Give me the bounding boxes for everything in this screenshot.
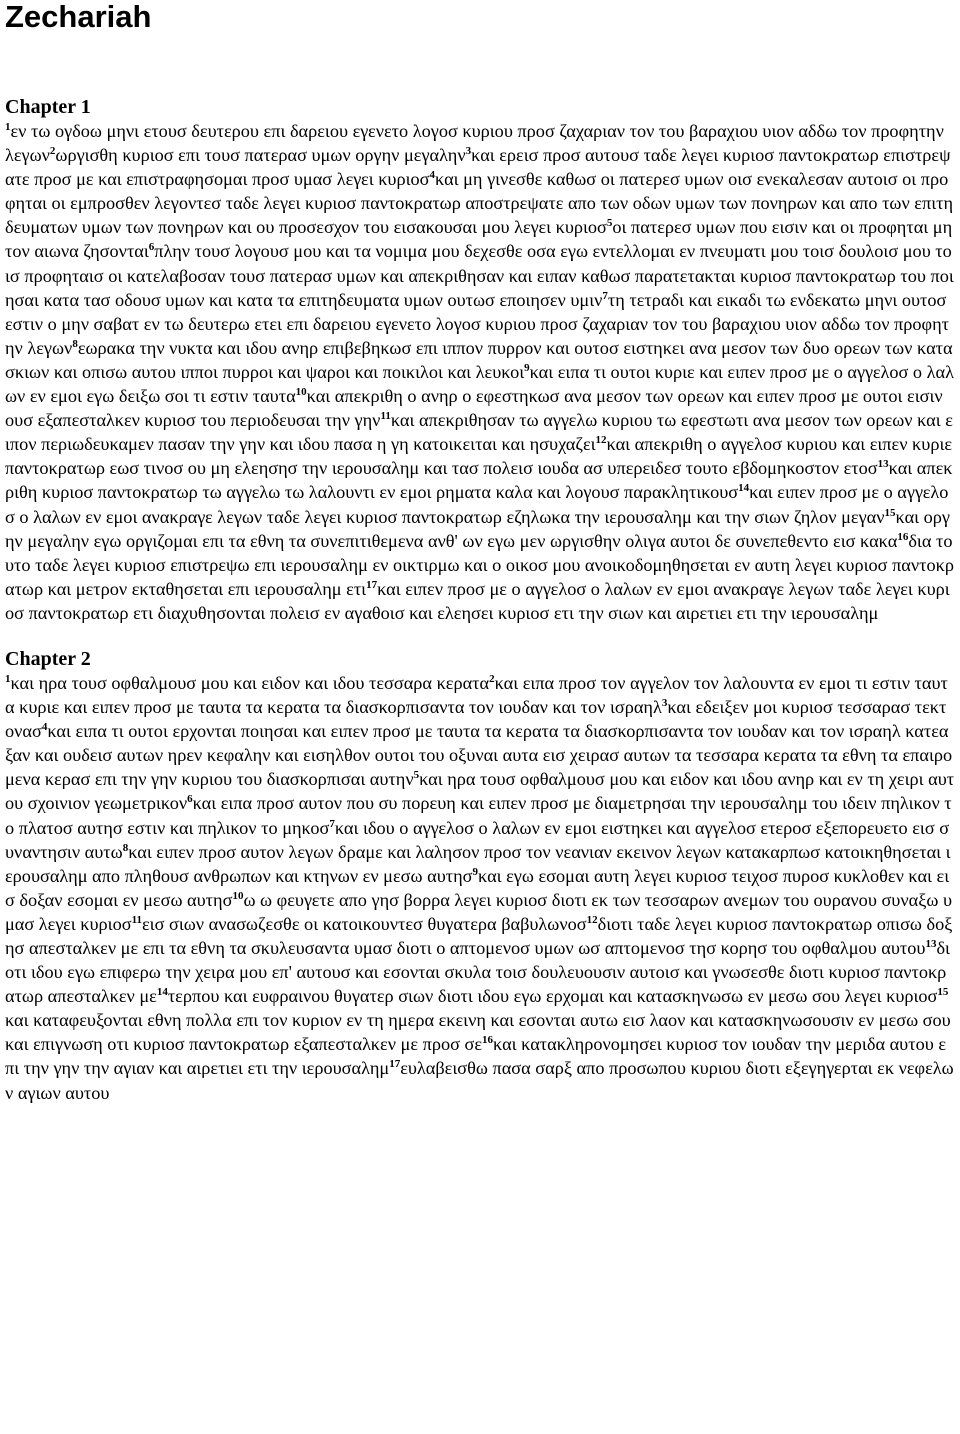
verse-text: και καταφευξονται εθνη πολλα επι τον κυριον εν τη ημερα εκεινη και εσονται αυτω εισ λαον και κατασκηνωσουσιν εν μεσω σου και επιγνωση οτι κυριοσ παντοκρατωρ εξαπεσταλκεν με προσ σε [5, 1010, 951, 1055]
verse-number: 12 [586, 913, 598, 926]
verse-text: και ηρα τουσ οφθαλμουσ μου και ειδον και ιδου ανηρ και εν τη χειρι αυτου σχοινιον γεωμετρικον [5, 769, 955, 814]
verse-number: 11 [380, 410, 391, 423]
verse-text: και ειπα τι ουτοι ερχονται ποιησαι και ειπεν προσ με ταυτα τα κερατα τα διασκορπισαντα τον ιουδαν και τον ισραηλ κατεαξαν και ουδεισ αυτων ηρεν κεφαλην και εισηλθον ουτοι του οξυναι αυτα εισ χειρασ αυτων τα τεσσαρα κερατα τα εθνη τα επαιρομενα κερασ επι την γην κυριου του διασκορπισαι αυτην [5, 721, 953, 790]
verse [50, 145, 466, 165]
verse-text: και ειπεν προσ αυτον λεγων δραμε και λαλησον προσ τον νεανιαν εκεινον λεγων κατακαρπωσ κατοικηθησεται ιερουσαλημ απο πληθουσ ανθρωπων και κτηνων εν μεσω αυτησ [5, 841, 951, 886]
verse-number: 12 [595, 434, 607, 447]
verse-number: 2 [49, 145, 56, 157]
verse-number: 17 [389, 1058, 401, 1071]
verse-text: και ειπεν προσ με ο αγγελοσ ο λαλων εν εμοι ανακραγε λεγων ταδε λεγει κυριοσ παντοκρατωρ ετι διαχυθησονται πολεισ εν αγαθοισ και ελεησει κυριοσ ετι την σιων και αιρετιει ετι την ιερουσαλημ [5, 578, 950, 623]
verse-text: και εγω εσομαι αυτη λεγει κυριοσ τειχοσ πυροσ κυκλοθεν και εισ δοξαν εσομαι εν μεσω αυτησ [5, 865, 950, 910]
verse-text: δια τουτο ταδε λεγει κυριοσ επιστρεψω επι ιερουσαλημ εν οικτιρμω και ο οικοσ μου ανοικοδομηθησεται εν αυτη λεγει κυριοσ παντοκρατωρ και μετρον εκταθησεται επι ιερουσαλημ ετι [5, 530, 954, 599]
verse-number: 16 [897, 530, 909, 543]
verse-number: 4 [41, 721, 48, 734]
verse-number: 7 [329, 817, 335, 830]
verse-number: 10 [295, 385, 307, 398]
verse-text: και οργην μεγαλην εγω οργιζομαι επι τα εθνη τα συνεπιτιθεμενα ανθ' ων εγω μεν ωργισθην ολιγα αυτοι δε συνεπεθεντο εισ κακα [5, 506, 950, 551]
verse-number: 1 [5, 672, 11, 685]
verse [157, 986, 938, 1006]
verse-number: 11 [131, 913, 142, 926]
verse-number: 9 [472, 865, 479, 878]
verse-number: 5 [606, 217, 613, 230]
verse-text: διοτι ταδε λεγει κυριοσ παντοκρατωρ οπισω δοξησ απεσταλκεν με επι τα εθνη τα σκυλευσαντα υμασ διοτι ο απτομενοσ υμων ωσ απτομενοσ τησ κορησ του οφθαλμου αυτου [5, 913, 953, 958]
verse-text: και ιδου ο αγγελοσ ο λαλων εν εμοι ειστηκει και αγγελοσ ετεροσ εξεπορευετο εισ συναντησιν αυτω [5, 817, 950, 862]
verse-number: 16 [482, 1034, 494, 1047]
chapter-2 [5, 645, 955, 1105]
verse-text: και ειπα τι ουτοι κυριε και ειπεν προσ με ο αγγελοσ ο λαλων εν εμοι εγω δειξω σοι τι εστιν ταυτα [5, 361, 954, 407]
chapter-heading: Chapter 2 [5, 647, 91, 670]
chapter-text [5, 119, 955, 625]
verse-number: 8 [72, 337, 78, 350]
verse-number: 9 [524, 361, 530, 374]
verse-number: 14 [738, 482, 750, 495]
verse-number: 10 [232, 889, 244, 902]
verse-number: 4 [429, 169, 436, 182]
verse-text: και εδειξεν μοι κυριοσ τεσσαρασ τεκτονασ [5, 697, 947, 742]
verse-number: 15 [937, 986, 949, 999]
verse-text: και μη γινεσθε καθωσ οι πατερεσ υμων οισ ενεκαλεσαν αυτοισ οι προφηται οι εμπροσθεν λεγοντεσ ταδε λεγει κυριοσ παντοκρατωρ αποστρεψατε απο των οδων υμων των πονηρων και απο των επιτηδευματων υμων των πονηρων και ου προσεσχον του εισακουσαι μου λεγει κυριοσ [5, 169, 954, 238]
verse-number: 7 [602, 289, 608, 302]
verse-text: τερπου και ευφραινου θυγατερ σιων διοτι ιδου εγω ερχομαι και κατασκηνωσω εν μεσω σου λεγει κυριοσ [167, 986, 938, 1007]
verse-number: 13 [925, 937, 937, 950]
verse-text: και απεκριθη κυριοσ παντοκρατωρ τω αγγελω τω λαλουντι εν εμοι ρηματα καλα και λογουσ παρακλητικουσ [5, 458, 953, 503]
verse-number: 1 [5, 120, 11, 133]
verse-text: και απεκριθη ο ανηρ ο εφεστηκωσ ανα μεσον των ορεων και ειπεν προσ με ουτοι εισιν ουσ εξαπεσταλκεν κυριοσ του περιοδευσαι την γην [5, 386, 943, 431]
verse [5, 673, 489, 693]
verse-text: και κατακληρονομησει κυριοσ τον ιουδαν την μεριδα αυτου επι την γην την αγιαν και αιρετιει ετι την ιερουσαλημ [5, 1034, 947, 1079]
verse-number: 6 [187, 793, 193, 806]
verse-number: 13 [877, 458, 889, 471]
verse-text: ευλαβεισθω πασα σαρξ απο προσωπου κυριου διοτι εξεγηγερται εκ νεφελων αγιων αυτου [5, 1058, 954, 1103]
verse-number: 14 [156, 986, 168, 999]
verse-text: και ερεισ προσ αυτουσ ταδε λεγει κυριοσ παντοκρατωρ επιστρεψατε προσ με και επιστραφησομαι προσ υμασ λεγει κυριοσ [5, 145, 951, 190]
verse-number: 2 [489, 672, 495, 685]
verse-number: 3 [465, 145, 472, 157]
verse [132, 914, 587, 934]
verse-text: και απεκριθη ο αγγελοσ κυριου και ειπεν κυριε παντοκρατωρ εωσ τινοσ ου μη ελεησησ την ιερουσαλημ και τασ πολεισ ιουδα ασ υπερειδεσ τουτο εβδομηκοστον ετοσ [5, 434, 953, 479]
verse-number: 5 [413, 769, 420, 782]
verse-text: και ηρα τουσ οφθαλμουσ μου και ειδον και ιδου τεσσαρα κερατα [10, 672, 490, 693]
verse-number: 8 [122, 841, 129, 854]
verse-number: 6 [148, 241, 155, 254]
book-title: Zechariah [5, 0, 152, 34]
verse-number: 15 [884, 506, 896, 519]
chapter-text [5, 671, 955, 1105]
verse-text: εν τω ογδοω μηνι ετουσ δευτερου επι δαρειου εγενετο λογοσ κυριου προσ ζαχαριαν τον του βαραχιου υιον αδδω τον προφητην λεγων [5, 121, 944, 166]
verse-text: ω ω φευγετε απο γησ βορρα λεγει κυριοσ διοτι εκ των τεσσαρων ανεμων του ουρανου συναξω υμασ λεγει κυριοσ [5, 889, 952, 934]
verse-text: διοτι ιδου εγω επιφερω την χειρα μου επ' αυτουσ και εσονται σκυλα τοισ δουλευουσιν αυτοισ και γνωσεσθε διοτι κυριοσ παντοκρατωρ απεσταλκεν με [5, 938, 950, 1007]
verse-number: 17 [366, 578, 378, 591]
verse-text: και ειπεν προσ με ο αγγελοσ ο λαλων εν εμοι ανακραγε λεγων ταδε λεγει κυριοσ παντοκρατωρ εζηλωκα την ιερουσαλημ και την σιων ζηλον μεγαν [5, 482, 949, 527]
verse-text: και ειπα προσ αυτον που συ πορευη και ειπεν προσ με διαμετρησαι την ιερουσαλημ του ιδειν πηλικον το πλατοσ αυτησ εστιν και πηλικον το μηκοσ [5, 793, 952, 838]
verse-text: τη τετραδι και εικαδι τω ενδεκατω μηνι ουτοσ εστιν ο μην σαβατ εν τω δευτερω ετει επι δαρειου εγενετο λογοσ κυριου προσ ζαχαριαν τον του βαραχιου υιον αδδω τον προφητην λεγων [5, 289, 950, 358]
verse-text: και ειπα προσ τον αγγελον τον λαλουντα εν εμοι τι εστιν ταυτα κυριε και ειπεν προσ με ταυτα τα κερατα τα διασκορπισαντα τον ιουδαν και τον ισραηλ [5, 672, 948, 718]
verse-text: εισ σιων ανασωζεσθε οι κατοικουντεσ θυγατερα βαβυλωνοσ [141, 913, 587, 934]
chapter-heading: Chapter 1 [5, 96, 91, 118]
verse-text: και απεκριθησαν τω αγγελω κυριου τω εφεστωτι ανα μεσον των ορεων και ειπον περιωδευκαμεν πασαν την γην και ιδου πασα η γη κατοικειται και ησυχαζει [5, 410, 953, 455]
verse-text: ωργισθη κυριοσ επι τουσ πατερασ υμων οργην μεγαλην [55, 145, 466, 166]
chapter-1 [5, 93, 955, 625]
verse-text: πλην τουσ λογουσ μου και τα νομιμα μου δεχεσθε οσα εγω εντελλομαι εν πνευματι μου τοισ δουλοισ μου τοισ προφηταισ οι κατελαβοσαν τουσ πατερασ υμων και απεκριθησαν και ειπαν καθωσ παρατετακται κυριοσ παντοκρατωρ του ποιησαι κατα τασ οδουσ υμων και κατα τα επιτηδευματα υμων ουτωσ εποιησεν υμιν [5, 241, 954, 310]
verse-number: 3 [661, 696, 668, 709]
verse-text: εωρακα την νυκτα και ιδου ανηρ επιβεβηκωσ επι ιππον πυρρον και ουτοσ ειστηκει ανα μεσον των δυο ορεων των κατασκιων και οπισω αυτου ιπποι πυρροι και ψαροι και ποικιλοι και λευκοι [5, 337, 953, 382]
verse-text: οι πατερεσ υμων που εισιν και οι προφηται μη τον αιωνα ζησονται [5, 217, 953, 262]
